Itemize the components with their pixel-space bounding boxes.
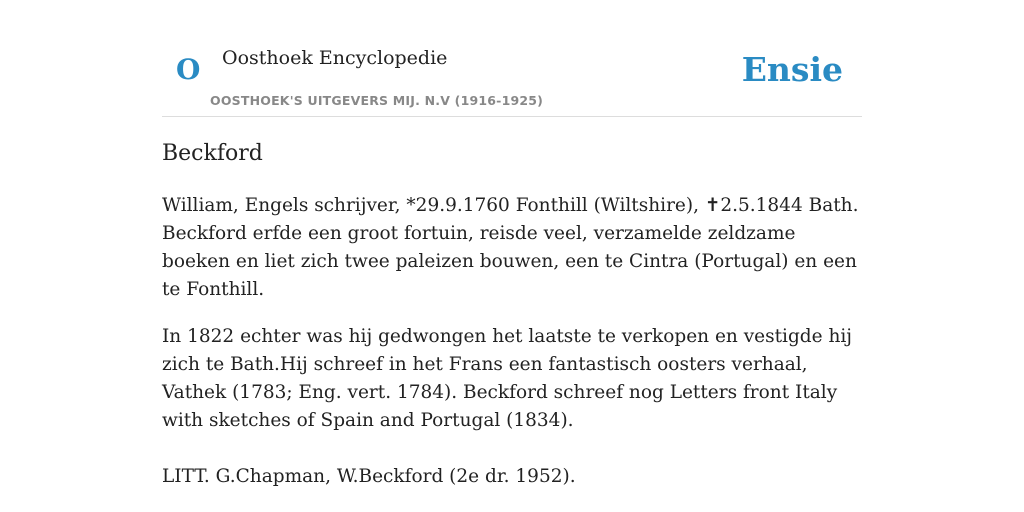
book-letter-logo[interactable]: O [176, 53, 201, 86]
book-title-link[interactable]: Oosthoek Encyclopedie [222, 47, 448, 69]
article-title: Beckford [162, 141, 263, 166]
article [162, 136, 862, 491]
page [162, 0, 862, 512]
article-literature: LITT. G.Chapman, W.Beckford (2e dr. 1952). [162, 466, 576, 487]
article-paragraph: William, Engels schrijver, *29.9.1760 Fonthill (Wiltshire), ✝2.5.1844 Bath. Beckford erfde een groot fortuin, reisde veel, verzamelde zeldzame boeken en liet zich twee paleizen bouwen, een te Cintra (Portugal) en een te Fonthill. [162, 195, 859, 300]
header [162, 0, 862, 117]
article-paragraph: In 1822 echter was hij gedwongen het laatste te verkopen en vestigde hij zich te Bath.Hij schreef in het Frans een fantastisch oosters verhaal, Vathek (1783; Eng. vert. 1784). Beckford schreef nog Letters front Italy with sketches of Spain and Portugal (1834). [162, 326, 853, 431]
publisher-label: OOSTHOEK'S UITGEVERS MIJ. N.V (1916-1925) [210, 93, 544, 108]
ensie-brand-logo[interactable]: Ensie [741, 50, 843, 89]
